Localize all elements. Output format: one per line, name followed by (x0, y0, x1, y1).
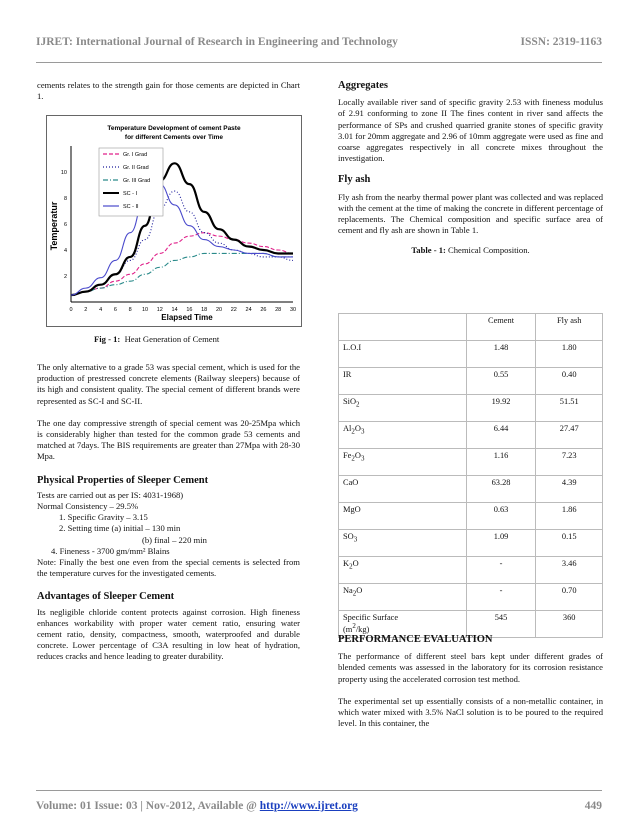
table-cell: 1.86 (536, 503, 603, 530)
table-cell: 63.28 (466, 476, 536, 503)
page-footer (36, 800, 602, 818)
series-line (71, 253, 293, 295)
y-tick-label: 4 (63, 248, 67, 254)
heading-flyash: Fly ash (338, 174, 371, 186)
x-tick-label: 12 (156, 307, 163, 313)
table-cell: $SO_3$ (339, 530, 467, 557)
legend-label: SC - I (123, 191, 138, 197)
chart-svg (47, 116, 301, 326)
table-cell: 6.44 (466, 422, 536, 449)
page-number: 449 (584, 800, 602, 812)
figure-1-chart (46, 115, 302, 327)
intro-text: cements relates to the strength gain for those cements are depicted in Chart 1. (37, 80, 300, 102)
table-header-cell: Cement (466, 314, 536, 341)
table-cell: 3.46 (536, 557, 603, 584)
chart-xlabel: Elapsed Time (161, 313, 213, 322)
table-cell: Specific Surface $(m^2/kg)$ (339, 611, 467, 638)
table-cell: 7.23 (536, 449, 603, 476)
left-body (37, 362, 300, 663)
x-tick-label: 28 (275, 307, 282, 313)
x-tick-label: 8 (128, 307, 132, 313)
phys-item-1: 1. Specific Gravity – 3.15 (59, 512, 148, 523)
x-tick-label: 2 (84, 307, 88, 313)
table-cell: 360 (536, 611, 603, 638)
table-cell: 19.92 (466, 395, 536, 422)
table-cell: SiO$_2$ (339, 395, 467, 422)
table-cell: 0.55 (466, 368, 536, 395)
table-header-row (339, 314, 603, 341)
table-label: Table - 1: (411, 245, 446, 256)
header-rule (36, 62, 602, 63)
table-cell: 51.51 (536, 395, 603, 422)
phys-intro: Tests are carried out as per IS: 4031-1968) (37, 489, 184, 500)
table-row (339, 530, 603, 557)
y-tick-label: 10 (60, 170, 67, 176)
legend-label: Gr. I Grad (123, 152, 148, 158)
legend-label: SC - II (123, 204, 139, 210)
phys-note: Note: Finally the best one even from the special cements is selected from the temperature curves for the investigated cements. (37, 557, 300, 579)
aggregates-text: Locally available river sand of specific gravity 2.53 with fineness modulus of 2.91 conforming to zone II The fines content in river sand affects the performance of SPs and crushed quarried granite stones of specific gravity 3.01 for 20mm aggregate and 2.96 of 10mm aggregate were used as fine and coarse aggregates respectively in all concrete mixes throughout the investigation. (338, 97, 603, 164)
footer-link[interactable]: http://www.ijret.org (259, 800, 358, 812)
phys-item-4: 4. Fineness - 3700 gm/mm² Blains (51, 545, 170, 556)
heading-advantages: Advantages of Sleeper Cement (37, 591, 175, 603)
legend-label: Gr. III Grad (123, 178, 151, 184)
x-tick-label: 20 (215, 307, 223, 313)
x-tick-label: 26 (260, 307, 267, 313)
table-cell: 0.63 (466, 503, 536, 530)
y-tick-label: 8 (63, 196, 67, 202)
table-cell: 27.47 (536, 422, 603, 449)
table-cell: $Al_2O_3$ (339, 422, 467, 449)
table-caption (338, 245, 603, 256)
performance-text-2: The experimental set up essentially consists of a non-metallic container, in which water mixed with 3.5% NaCl solution is to be poured to the required level. In this container, the (338, 695, 603, 729)
table-cell: 545 (466, 611, 536, 638)
table-cell: IR (339, 368, 467, 395)
table-cell: 1.80 (536, 341, 603, 368)
plot-area (61, 146, 296, 313)
table-row (339, 341, 603, 368)
table-cell: $Na_2O$ (339, 584, 467, 611)
x-tick-label: 4 (99, 307, 103, 313)
para-compressive: The one day compressive strength of special cement was 20-25Mpa which is considerably higher than tested for the common grade 53 cements and matched at 7days. The BIS requirements are greater than 27Mpa with 28-30 Mpa. (37, 417, 300, 462)
y-tick-label: 2 (63, 274, 67, 280)
table-cell: 0.70 (536, 584, 603, 611)
table-cell: $K_2O$ (339, 557, 467, 584)
table-cell: - (466, 557, 536, 584)
y-tick-label: 6 (63, 222, 67, 228)
figure-caption (94, 334, 219, 344)
heading-performance: PERFORMANCE EVALUATION (338, 634, 493, 645)
advantages-text: Its negligible chloride content protects against corrosion. High fineness enhances workability with proper water cement ratio, ensuring water cement ratio, density, compactness, smooth, waterproofed and durable concrete. Lower percentage of C3A resulting in low heat of hydration, reduces cracks and hence leading to greater durability. (37, 606, 300, 662)
fig-label: Fig - 1: (94, 334, 121, 344)
heading-physical: Physical Properties of Sleeper Cement (37, 474, 209, 486)
right-bottom (338, 634, 603, 729)
page-header (36, 36, 602, 56)
x-tick-label: 24 (245, 307, 252, 313)
journal-title: IJRET: International Journal of Research in Engineering and Technology (36, 36, 398, 48)
phys-nc: Normal Consistency – 29.5% (37, 501, 139, 512)
table-row (339, 449, 603, 476)
chart-ylabel: Temperatur (49, 201, 59, 251)
flyash-text: Fly ash from the nearby thermal power plant was collected and was replaced with the cement at the time of making the concrete in different percentage of replacements. The Chemical composition and specific surface area of cement and fly ash are shown in Table 1. (338, 191, 603, 236)
performance-text-1: The performance of different steel bars kept under different grades of blended cements was assessed in the laboratory for its corrosion resistance property using the accelerated corrosion test method. (338, 651, 603, 684)
x-tick-label: 18 (201, 307, 208, 313)
chart-subtitle: for different Cements over Time (124, 134, 224, 141)
table-cell: 1.09 (466, 530, 536, 557)
table-row (339, 368, 603, 395)
table-header-cell (339, 314, 467, 341)
table-cell: CaO (339, 476, 467, 503)
chart-legend (99, 148, 163, 216)
table-cell: $Fe_2O_3$ (339, 449, 467, 476)
footer-text: Volume: 01 Issue: 03 | Nov-2012, Available @ (36, 800, 260, 812)
table-header-cell: Fly ash (536, 314, 603, 341)
table-cell: MgO (339, 503, 467, 530)
table-row (339, 422, 603, 449)
x-tick-label: 30 (289, 307, 297, 313)
left-intro (37, 80, 300, 102)
table-cell: 1.16 (466, 449, 536, 476)
table-cell: 0.40 (536, 368, 603, 395)
legend-label: Gr. II Grad (123, 165, 149, 171)
table-cell: 0.15 (536, 530, 603, 557)
table-row (339, 557, 603, 584)
x-tick-label: 6 (113, 307, 117, 313)
x-tick-label: 14 (171, 307, 178, 313)
table-row (339, 476, 603, 503)
chart-title: Temperature Development of cement Paste (107, 125, 241, 132)
footer-rule (36, 790, 602, 791)
phys-item-2b: (b) final – 220 min (142, 534, 207, 545)
fig-text: Heat Generation of Cement (124, 334, 220, 344)
x-tick-label: 10 (141, 307, 149, 313)
chemical-composition-table (338, 313, 603, 638)
table-cell: 4.39 (536, 476, 603, 503)
table-title: Chemical Composition. (448, 245, 530, 256)
table-cell: L.O.I (339, 341, 467, 368)
para-special-cement: The only alternative to a grade 53 was special cement, which is used for the production of prestressed concrete elements (Railway sleepers) because of its high and consistent quality. The special cement of different brands were represented as SC-I and SC-II. (37, 362, 300, 406)
table-row (339, 395, 603, 422)
table-cell: - (466, 584, 536, 611)
table-row (339, 584, 603, 611)
issn: ISSN: 2319-1163 (520, 36, 602, 48)
x-tick-label: 0 (69, 307, 73, 313)
table-row (339, 503, 603, 530)
phys-item-2: 2. Setting time (a) initial – 130 min (59, 523, 181, 534)
heading-aggregates: Aggregates (338, 80, 388, 91)
x-tick-label: 16 (186, 307, 193, 313)
series-line (71, 233, 293, 295)
x-tick-label: 22 (230, 307, 237, 313)
table-cell: 1.48 (466, 341, 536, 368)
right-top (338, 80, 603, 257)
